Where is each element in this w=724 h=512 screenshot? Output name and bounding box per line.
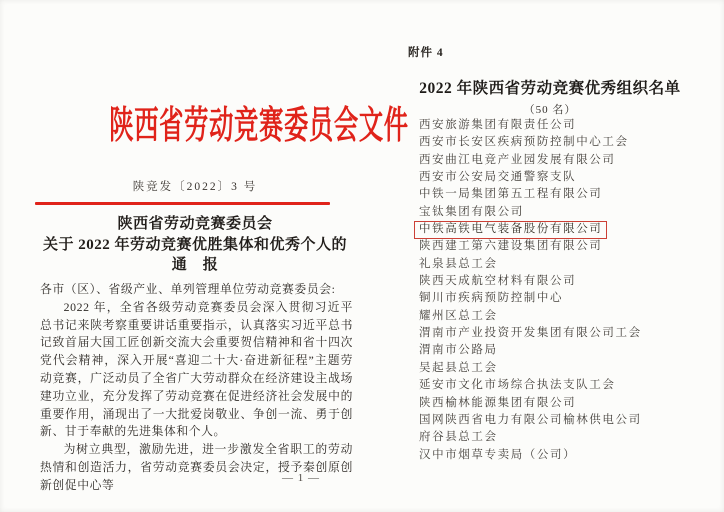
org-name: 西安市公安局交通警察支队 (419, 171, 577, 184)
org-name: 礼泉县总工会 (419, 257, 498, 270)
org-list-item (419, 186, 719, 203)
org-list-item-highlighted (419, 221, 719, 238)
org-list-item (419, 308, 719, 325)
org-name: 铜川市疾病预防控制中心 (419, 292, 564, 305)
org-list-item (419, 325, 719, 342)
notice-title (25, 214, 365, 276)
org-list-item (419, 152, 719, 169)
org-list-item (419, 447, 719, 464)
org-name: 府谷县总工会 (419, 431, 498, 444)
org-name: 宝钛集团有限公司 (419, 205, 524, 218)
org-list-item (419, 395, 719, 412)
org-name: 渭南市产业投资开发集团有限公司工会 (419, 327, 642, 340)
attachment-list-count: （50 名） (523, 104, 577, 116)
notice-title-line2: 关于 2022 年劳动竞赛优胜集体和优秀个人的 (42, 236, 347, 253)
page-number: — 1 — (282, 472, 320, 484)
org-list-item (419, 117, 719, 134)
body-paragraph-2: 为树立典型，激励先进，进一步激发全省职工的劳动热情和创造活力，省劳动竞赛委员会决定，授予秦创原创新创促中心等 (40, 442, 353, 492)
org-list-item (419, 256, 719, 273)
letterhead-banner (25, 94, 409, 149)
org-name: 陕西榆林能源集团有限公司 (419, 396, 577, 409)
org-list-item (419, 290, 719, 307)
org-name: 耀州区总工会 (419, 309, 498, 322)
body-paragraph-1: 2022 年，全省各级劳动竞赛委员会深入贯彻习近平总书记来陕考察重要讲话重要指示，认真落实习近平总书记致首届大国工匠创新交流大会重要贺信精神和省十四次党代会精神，深入开展“喜迎二十大·奋进新征程”主题劳动竞赛，广泛动员了全省广大劳动群众在经济建设主战场建功立业，充分发挥了劳动竞赛在促进经济社会发展中的重要作用，涌现出了一大批爱岗敬业、争创一流、勇于创新、甘于奉献的先进集体和个人。 (40, 299, 353, 439)
attachment-label: 附件 4 (408, 47, 444, 59)
letterhead-title: 陕西省劳动竞赛委员会文件 (109, 105, 409, 147)
org-name: 西安旅游集团有限责任公司 (419, 119, 577, 131)
org-list-item (419, 360, 719, 377)
org-name: 陕西天成航空材料有限公司 (419, 275, 577, 288)
org-name: 渭南市公路局 (419, 344, 498, 357)
org-name: 延安市文化市场综合执法支队工会 (419, 379, 616, 392)
org-list-item (419, 377, 719, 394)
org-list-item (419, 134, 719, 151)
org-name: 国网陕西省电力有限公司榆林供电公司 (419, 413, 642, 426)
document-number: 陕竞发〔2022〕3 号 (132, 181, 258, 193)
org-list-item (419, 412, 719, 429)
org-list-item (419, 429, 719, 446)
org-name: 西安曲江电竞产业园发展有限公司 (419, 153, 616, 166)
org-list-item (419, 169, 719, 186)
notice-title-line1: 陕西省劳动竞赛委员会 (117, 216, 273, 232)
org-name: 中铁一局集团第五工程有限公司 (419, 188, 603, 201)
organization-list (419, 117, 719, 464)
org-name: 汉中市烟草专卖局（公司） (419, 448, 577, 461)
org-name: 陕西建工第六建设集团有限公司 (419, 240, 603, 253)
attachment-list-title: 2022 年陕西省劳动竞赛优秀组织名单 (419, 80, 681, 97)
red-divider-rule (35, 202, 330, 205)
org-list-item (419, 273, 719, 290)
org-list-item (419, 238, 719, 255)
org-list-item (419, 342, 719, 359)
org-list-item (419, 204, 719, 221)
salutation-line: 各市（区）、省级产业、单列管理单位劳动竞赛委员会: (40, 282, 336, 296)
org-name: 吴起县总工会 (419, 361, 498, 374)
attachment-page (380, 0, 724, 512)
highlighted-org-red-box: 中铁高铁电气装备股份有限公司 (414, 221, 607, 239)
notice-title-line3: 通 报 (171, 257, 219, 273)
org-name: 西安市长安区疾病预防控制中心工会 (419, 136, 629, 149)
notice-body (40, 281, 353, 495)
